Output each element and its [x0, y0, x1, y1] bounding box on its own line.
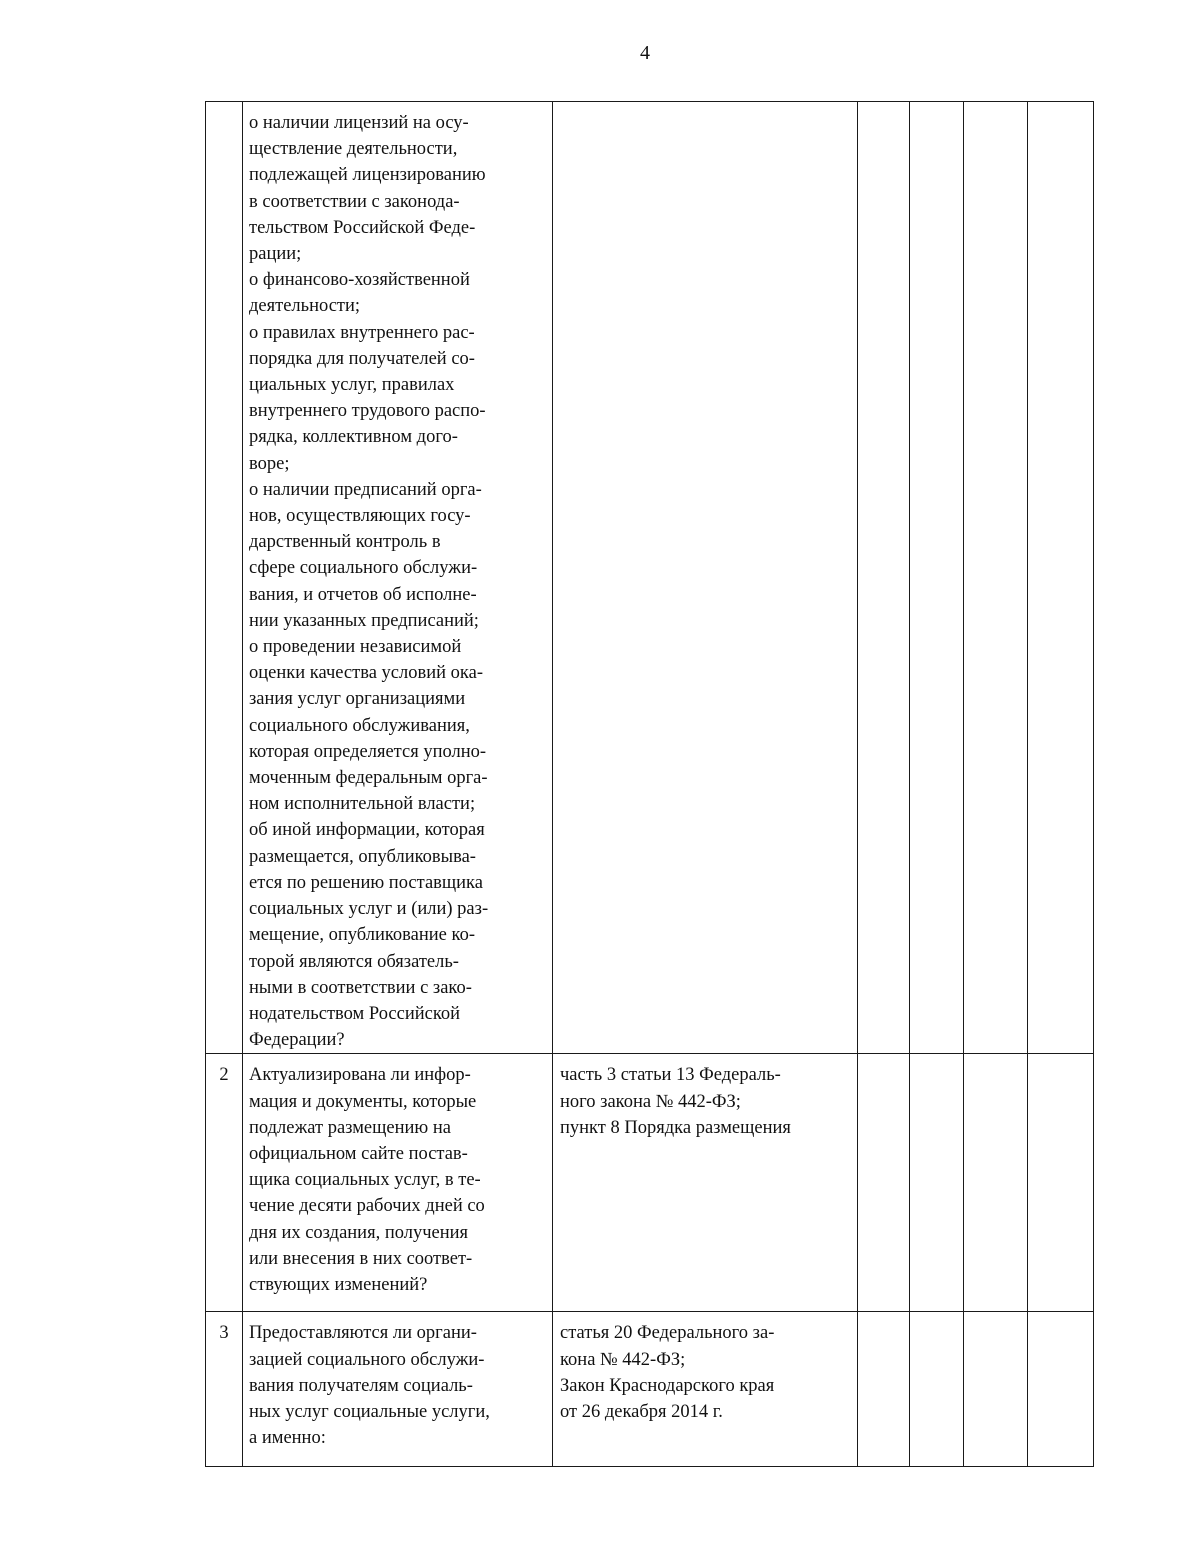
question-line: социального обслуживания,	[249, 715, 470, 736]
question-cell	[243, 1054, 553, 1312]
question-line: размещается, опубликовыва-	[249, 846, 476, 867]
table-row	[206, 1312, 1094, 1467]
blank-answer-cell	[858, 102, 910, 1054]
question-line: о финансово-хозяйственной	[249, 270, 470, 291]
question-line: ном исполнительной власти;	[249, 794, 476, 815]
reference-line: от 26 декабря 2014 г.	[560, 1401, 723, 1422]
question-line: моченным федеральным орга-	[249, 768, 488, 789]
question-line: подлежащей лицензированию	[249, 165, 486, 186]
question-line: нии указанных предписаний;	[249, 610, 479, 631]
question-line: торой являются обязатель-	[249, 951, 459, 972]
question-line: нов, осуществляющих госу-	[249, 506, 471, 527]
question-line: о наличии лицензий на осу-	[249, 113, 469, 133]
question-cell	[243, 1312, 553, 1467]
question-line: подлежат размещению на	[249, 1117, 451, 1138]
question-line: нодательством Российской	[249, 1003, 461, 1024]
question-line: об иной информации, которая	[249, 820, 485, 841]
question-line: внутреннего трудового распо-	[249, 401, 486, 422]
blank-answer-cell	[910, 1054, 964, 1312]
question-line: о проведении независимой	[249, 637, 462, 658]
question-line: Предоставляются ли органи-	[249, 1323, 477, 1344]
question-line: вания, и отчетов об исполне-	[249, 584, 477, 605]
row-number-cell: 3	[206, 1312, 243, 1467]
question-line: ется по решению поставщика	[249, 872, 483, 893]
question-line: дня их создания, получения	[249, 1222, 469, 1243]
question-line: дарственный контроль в	[249, 532, 441, 553]
blank-answer-cell	[910, 102, 964, 1054]
question-line: официальном сайте постав-	[249, 1143, 468, 1164]
reference-cell	[553, 1312, 858, 1467]
question-line: ных услуг социальные услуги,	[249, 1401, 490, 1422]
question-line: о наличии предписаний орга-	[249, 479, 482, 500]
question-line: или внесения в них соответ-	[249, 1248, 473, 1269]
reference-line: ного закона № 442-ФЗ;	[560, 1091, 741, 1112]
question-line: зания услуг организациями	[249, 689, 466, 710]
question-line: Актуализирована ли инфор-	[249, 1065, 471, 1086]
question-line: оценки качества условий ока-	[249, 663, 483, 684]
blank-answer-cell	[858, 1054, 910, 1312]
table-row	[206, 1054, 1094, 1312]
question-line: в соответствии с законода-	[249, 191, 460, 212]
question-cell	[243, 102, 553, 1054]
question-line: мация и документы, которые	[249, 1091, 477, 1112]
question-line: а именно:	[249, 1428, 326, 1449]
row-number-cell	[206, 102, 243, 1054]
question-line: ными в соответствии с зако-	[249, 977, 472, 998]
blank-note-cell	[1028, 1312, 1094, 1467]
question-line: ствующих изменений?	[249, 1274, 428, 1295]
question-line: рации;	[249, 244, 302, 265]
blank-answer-cell	[910, 1312, 964, 1467]
question-line: тельством Российской Феде-	[249, 217, 476, 238]
question-line: чение десяти рабочих дней со	[249, 1196, 485, 1217]
reference-line: Закон Краснодарского края	[560, 1375, 775, 1396]
question-line: ществление деятельности,	[249, 139, 458, 160]
table-row	[206, 102, 1094, 1054]
question-line: вания получателям социаль-	[249, 1375, 473, 1396]
blank-note-cell	[1028, 102, 1094, 1054]
question-line: щика социальных услуг, в те-	[249, 1170, 481, 1191]
blank-note-cell	[1028, 1054, 1094, 1312]
blank-answer-cell	[964, 1054, 1028, 1312]
reference-cell	[553, 102, 858, 1054]
question-line: которая определяется уполно-	[249, 741, 487, 762]
blank-answer-cell	[964, 102, 1028, 1054]
question-line: воре;	[249, 453, 290, 474]
checklist-table	[205, 101, 1094, 1467]
question-line: мещение, опубликование ко-	[249, 925, 475, 946]
question-line: циальных услуг, правилах	[249, 375, 455, 396]
reference-cell	[553, 1054, 858, 1312]
page-number: 4	[640, 42, 650, 64]
row-number-cell: 2	[206, 1054, 243, 1312]
question-line: деятельности;	[249, 296, 361, 317]
question-line: рядка, коллективном дого-	[249, 427, 458, 448]
question-line: сфере социального обслужи-	[249, 558, 478, 579]
question-line: социальных услуг и (или) раз-	[249, 899, 489, 920]
blank-answer-cell	[858, 1312, 910, 1467]
question-line: Федерации?	[249, 1030, 345, 1051]
question-line: о правилах внутреннего рас-	[249, 322, 475, 343]
reference-line: пункт 8 Порядка размещения	[560, 1117, 791, 1138]
blank-answer-cell	[964, 1312, 1028, 1467]
reference-line: статья 20 Федерального за-	[560, 1323, 775, 1344]
question-line: порядка для получателей со-	[249, 348, 475, 369]
question-line: зацией социального обслужи-	[249, 1349, 485, 1370]
reference-line: кона № 442-ФЗ;	[560, 1349, 686, 1370]
reference-line: часть 3 статьи 13 Федераль-	[560, 1065, 781, 1086]
